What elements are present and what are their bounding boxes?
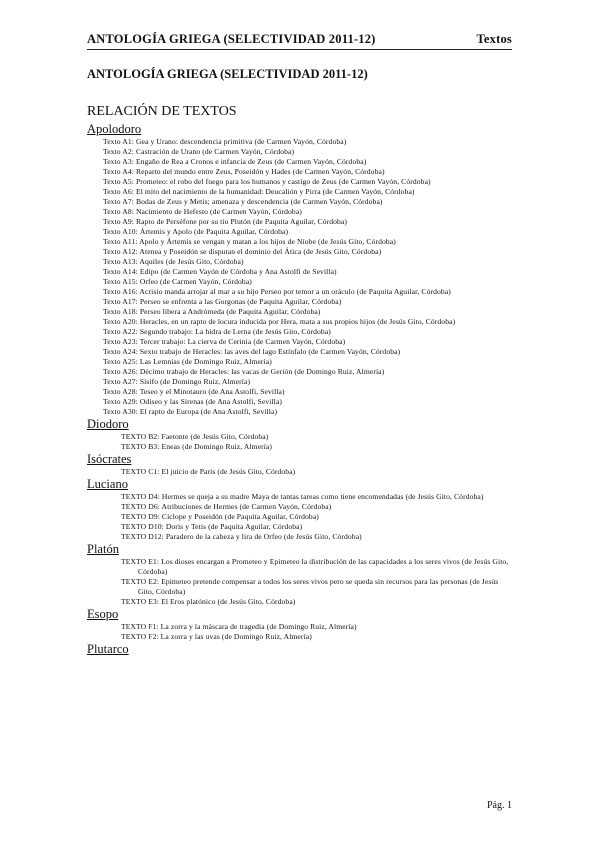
- text-entry: TEXTO D12: Paradero de la cabeza y lira de Orfeo (de Jesús Gito, Córdoba): [121, 532, 362, 541]
- text-entry: TEXTO B2: Faetonte (de Jesús Gito, Córdoba): [121, 432, 269, 441]
- text-entry: Texto A12: Atenea y Poseidón se disputan el dominio del Ática (de Jesús Gito, Córdoba): [103, 247, 382, 256]
- text-entry: TEXTO B3: Eneas (de Domingo Ruiz, Almería): [121, 442, 273, 451]
- text-entry: Texto A2: Castración de Urano (de Carmen Vayón, Córdoba): [103, 147, 295, 156]
- document-title: ANTOLOGÍA GRIEGA (SELECTIVIDAD 2011-12): [87, 67, 368, 81]
- text-entry: Texto A10: Ártemis y Apolo (de Paquita Aguilar, Córdoba): [103, 227, 289, 236]
- author-text-list: [87, 557, 512, 607]
- text-entry: Texto A16: Acrisio manda arrojar al mar a su hijo Perseo por temor a un oráculo (de Paquita Aguilar, Córdoba): [103, 287, 451, 296]
- author-heading: Apolodoro: [87, 122, 142, 136]
- author-heading: Platón: [87, 542, 119, 556]
- text-entry: TEXTO C1: El juicio de Paris (de Jesús Gito, Córdoba): [121, 467, 296, 476]
- text-entry: Texto A17: Perseo se enfrenta a las Gorgonas (de Paquita Aguilar, Córdoba): [103, 297, 342, 306]
- text-entry: Texto A5: Prometeo: el robo del fuego para los humanos y castigo de Zeus (de Carmen Vayón, Córdoba): [103, 177, 431, 186]
- text-entry: Texto A23: Tercer trabajo: La cierva de Cerinia (de Carmen Vayón, Córdoba): [103, 337, 346, 346]
- text-entry: Texto A9: Rapto de Perséfone por su tío Plutón (de Paquita Aguilar, Córdoba): [103, 217, 348, 226]
- text-entry: Texto A24: Sexto trabajo de Heracles: las aves del lago Estínfalo (de Carmen Vayón, Córdoba): [103, 347, 401, 356]
- author-text-list: [87, 622, 512, 642]
- author-text-list: [87, 137, 512, 417]
- text-entry: Texto A13: Aquiles (de Jesús Gito, Córdoba): [103, 257, 244, 266]
- header-title: ANTOLOGÍA GRIEGA (SELECTIVIDAD 2011-12): [87, 32, 376, 46]
- author-heading: Esopo: [87, 607, 119, 621]
- text-entry: Texto A29: Odiseo y las Sirenas (de Ana Astolfi, Sevilla): [103, 397, 282, 406]
- text-entry: Texto A22: Segundo trabajo: La hidra de Lerna (de Jesús Gito, Córdoba): [103, 327, 331, 336]
- text-entry: Texto A15: Orfeo (de Carmen Vayón, Córdoba): [103, 277, 252, 286]
- text-entry: Texto A20: Heracles, en un rapto de locura inducida por Hera, mata a sus propios hijos (de Jesús Gito, Córdoba): [103, 317, 456, 326]
- text-entry: Texto A27: Sísifo (de Domingo Ruiz, Almería): [103, 377, 251, 386]
- text-list: [87, 122, 512, 657]
- text-entry: Texto A14: Edipo (de Carmen Vayón de Córdoba y Ana Astolfi de Sevilla): [103, 267, 337, 276]
- text-entry: Texto A26: Décimo trabajo de Heracles: las vacas de Gerión (de Domingo Ruiz, Almería): [103, 367, 385, 376]
- page-number: Pág. 1: [487, 800, 512, 811]
- text-entry: Texto A11: Apolo y Ártemis se vengan y matan a los hijos de Níobe (de Jesús Gito, Córdoba): [103, 237, 396, 246]
- text-entry: TEXTO D6: Atribuciones de Hermes (de Carmen Vayón, Córdoba): [121, 502, 332, 511]
- text-entry: Texto A30: El rapto de Europa (de Ana Astolfi, Sevilla): [103, 407, 278, 416]
- text-entry: TEXTO D10: Doris y Tetis (de Paquita Aguilar, Córdoba): [121, 522, 303, 531]
- text-entry: Texto A8: Nacimiento de Hefesto (de Carmen Vayón, Córdoba): [103, 207, 302, 216]
- header-section: Textos: [476, 32, 512, 46]
- text-entry: Texto A25: Las Lemnias (de Domingo Ruiz, Almería): [103, 357, 272, 366]
- text-entry: Texto A1: Gea y Urano: descendencia primitiva (de Carmen Vayón, Córdoba): [103, 137, 347, 146]
- author-heading: Luciano: [87, 477, 128, 491]
- section-title: RELACIÓN DE TEXTOS: [87, 104, 237, 119]
- text-entry: TEXTO F1: La zorra y la máscara de tragedia (de Domingo Ruiz, Almería): [121, 622, 357, 631]
- text-entry: Texto A6: El mito del nacimiento de la humanidad: Deucalión y Pirra (de Carmen Vayón, Córdoba): [103, 187, 415, 196]
- text-entry: TEXTO F2: La zorra y las uvas (de Domingo Ruiz, Almería): [121, 632, 312, 641]
- author-heading: Plutarco: [87, 642, 129, 656]
- text-entry: Texto A3: Engaño de Rea a Cronos e infancia de Zeus (de Carmen Vayón, Córdoba): [103, 157, 367, 166]
- text-entry: Texto A28: Teseo y el Minotauro (de Ana Astolfi, Sevilla): [103, 387, 285, 396]
- text-entry: TEXTO D4: Hermes se queja a su madre Maya de tantas tareas como tiene encomendadas (de Jesús Gito, Córdoba): [121, 492, 484, 501]
- author-heading: Isócrates: [87, 452, 132, 466]
- text-entry: TEXTO E3: El Eros platónico (de Jesús Gito, Córdoba): [121, 597, 296, 606]
- text-entry: TEXTO D9: Cíclope y Poseidón (de Paquita Aguilar, Córdoba): [121, 512, 319, 521]
- author-text-list: [87, 467, 512, 477]
- text-entry: TEXTO E1: Los dioses encargan a Prometeo y Epimeteo la distribución de las capacidades a los seres vivos (de Jesús Gito, Córdoba): [121, 557, 509, 576]
- text-entry: TEXTO E2: Epimeteo pretende compensar a todos los seres vivos pero se queda sin recursos para las personas (de Jesús Gito, Córdoba): [121, 577, 499, 596]
- text-entry: Texto A4: Reparto del mundo entre Zeus, Poseidón y Hades (de Carmen Vayón, Córdoba): [103, 167, 385, 176]
- author-text-list: [87, 432, 512, 452]
- author-text-list: [87, 492, 512, 542]
- page-header: [87, 32, 512, 50]
- author-heading: Diodoro: [87, 417, 129, 431]
- text-entry: Texto A18: Perseo libera a Andrómeda (de Paquita Aguilar, Córdoba): [103, 307, 321, 316]
- text-entry: Texto A7: Bodas de Zeus y Metis; amenaza y descendencia (de Carmen Vayón, Córdoba): [103, 197, 383, 206]
